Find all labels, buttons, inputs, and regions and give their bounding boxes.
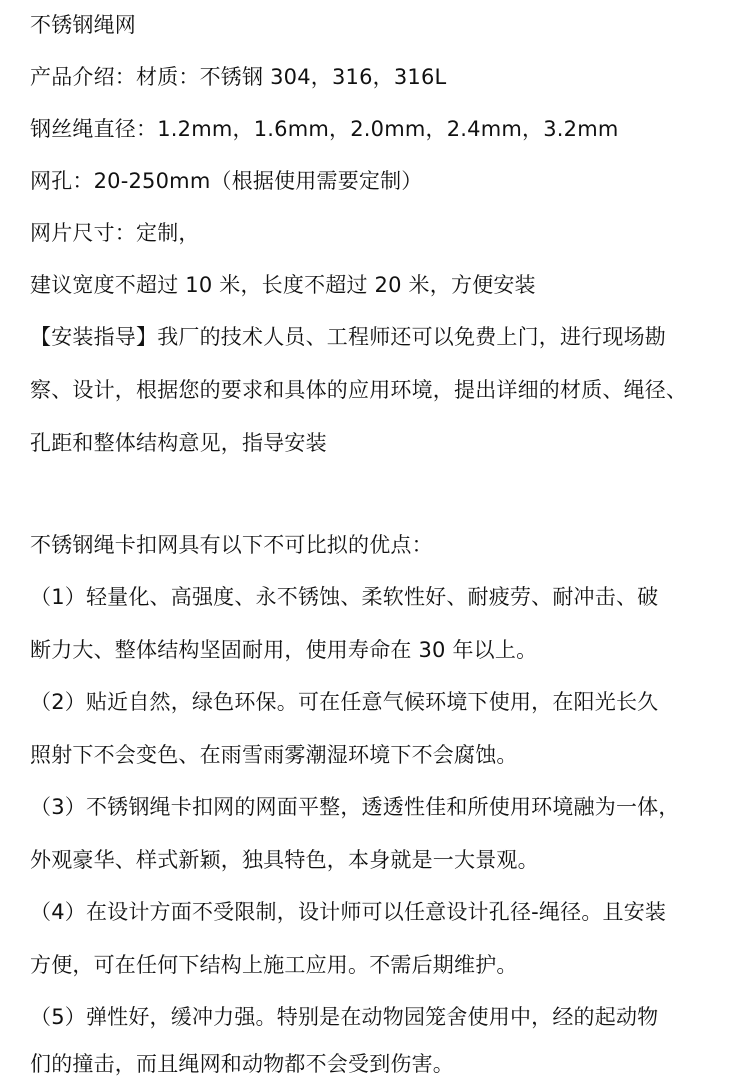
advantage-line: 方便，可在任何下结构上施工应用。不需后期维护。: [30, 953, 518, 977]
advantage-line: （2）贴近自然，绿色环保。可在任意气候环境下使用，在阳光长久: [30, 690, 659, 714]
product-intro-line: 产品介绍：材质：不锈钢 304，316，316L: [30, 65, 447, 89]
panel-size-line: 网片尺寸：定制，: [30, 221, 200, 245]
guide-line: 察、设计，根据您的要求和具体的应用环境，提出详细的材质、绳径、: [30, 378, 688, 402]
mesh-size-line: 网孔：20-250mm（根据使用需要定制）: [30, 169, 423, 193]
advantage-line: （5）弹性好，缓冲力强。特别是在动物园笼舍使用中，经的起动物: [30, 1005, 659, 1029]
advantage-line: （4）在设计方面不受限制，设计师可以任意设计孔径-绳径。且安装: [30, 900, 667, 924]
wire-diameter-line: 钢丝绳直径：1.2mm，1.6mm，2.0mm，2.4mm，3.2mm: [30, 117, 619, 141]
guide-line: 【安装指导】我厂的技术人员、工程师还可以免费上门，进行现场勘: [30, 325, 666, 349]
guide-line: 孔距和整体结构意见，指导安装: [30, 431, 327, 455]
advantage-line: （1）轻量化、高强度、永不锈蚀、柔软性好、耐疲劳、耐冲击、破: [30, 585, 659, 609]
advantage-line: 照射下不会变色、在雨雪雨雾潮湿环境下不会腐蚀。: [30, 743, 518, 767]
advantage-line: 断力大、整体结构坚固耐用，使用寿命在 30 年以上。: [30, 638, 538, 662]
advantage-line: 外观豪华、样式新颖，独具特色，本身就是一大景观。: [30, 848, 539, 872]
advantage-line: 们的撞击，而且绳网和动物都不会受到伤害。: [30, 1052, 454, 1076]
advantage-line: （3）不锈钢绳卡扣网的网面平整，透透性佳和所使用环境融为一体，: [30, 795, 680, 819]
advantages-heading: 不锈钢绳卡扣网具有以下不可比拟的优点：: [30, 533, 433, 557]
document-title: 不锈钢绳网: [30, 13, 136, 37]
suggestion-line: 建议宽度不超过 10 米，长度不超过 20 米，方便安装: [30, 273, 536, 297]
